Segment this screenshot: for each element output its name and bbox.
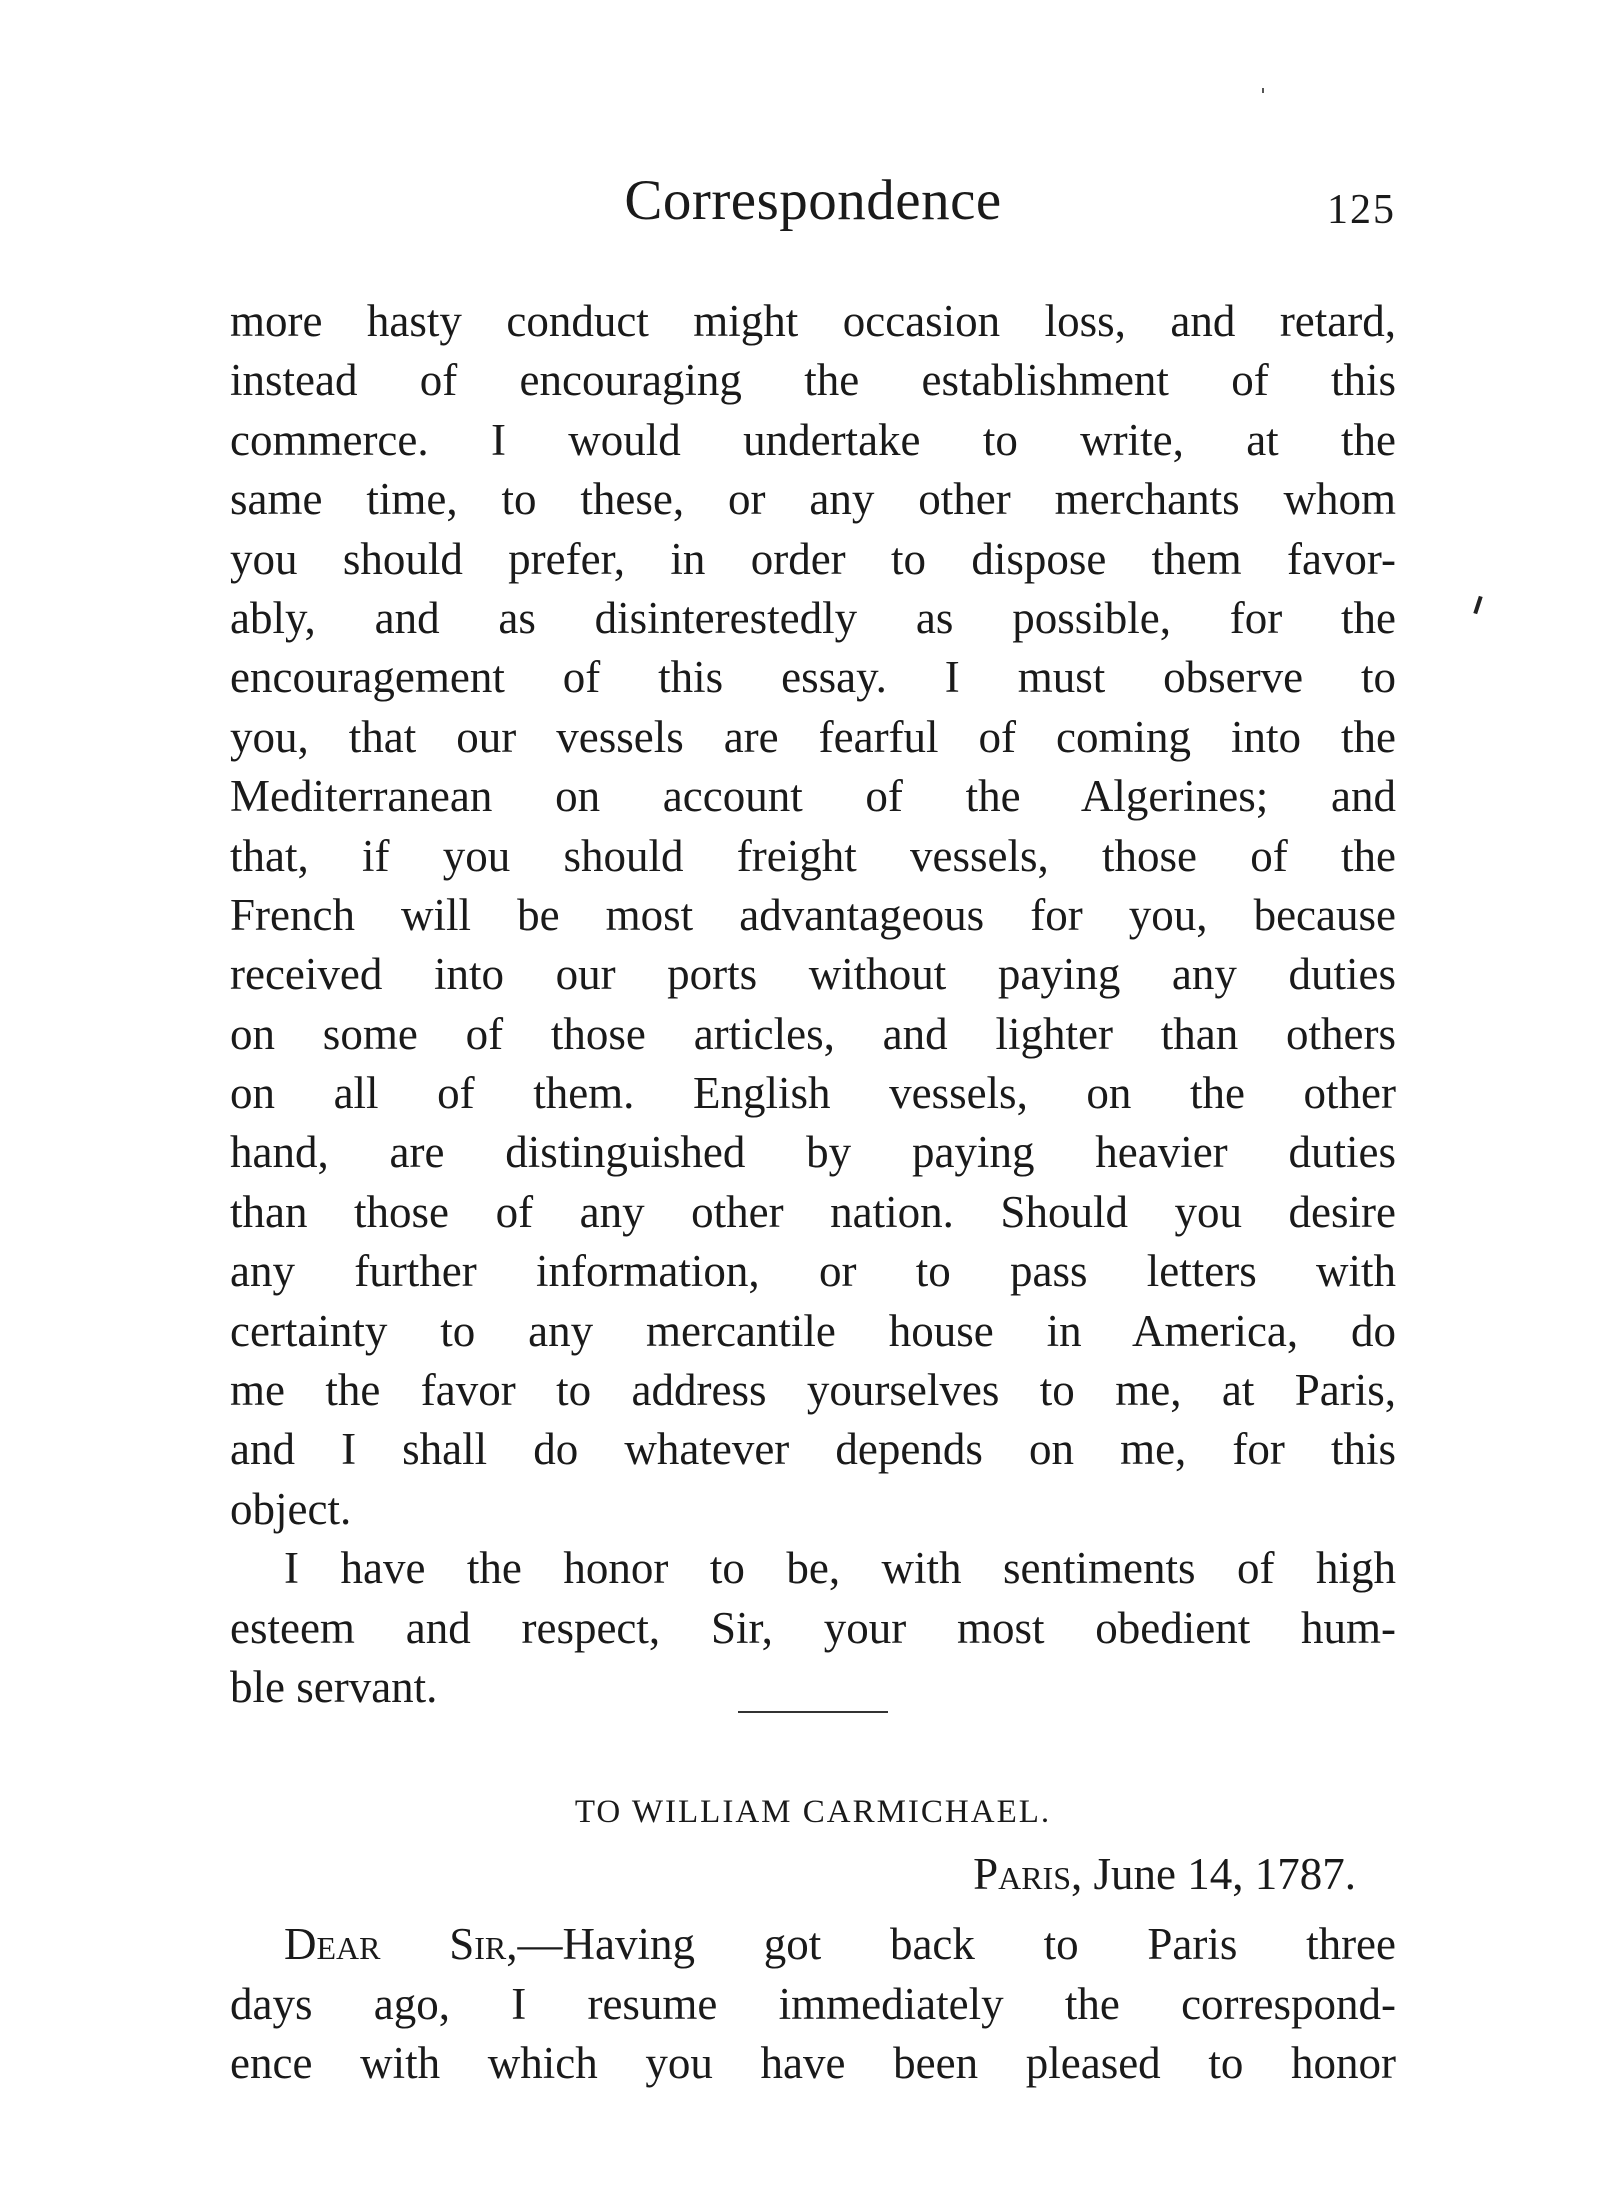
dateline-date: , June 14, 1787. [1071,1849,1356,1900]
text-line: any further information, or to pass letters with [230,1246,1396,1297]
text-line: and I shall do whatever depends on me, for this [230,1424,1396,1475]
page-number: 125 [1327,187,1396,233]
salutation: Dear Sir [284,1919,507,1970]
text-line: I have the honor to be, with sentiments of high [284,1543,1396,1594]
paragraph [230,1915,1396,2093]
text-line: French will be most advantageous for you, because [230,889,1396,940]
text-line: ably, and as disinterestedly as possible, for the [230,592,1396,643]
text-line: ble servant. [230,1661,438,1712]
paragraph [230,1539,1396,1717]
text-line: commerce. I would undertake to write, at the [230,414,1396,465]
text-line: on all of them. English vessels, on the other [230,1068,1396,1119]
text-line: me the favor to address yourselves to me, at Paris, [230,1365,1396,1416]
text-line: Mediterranean on account of the Algerines; and [230,771,1396,822]
text-block [230,292,1396,2094]
text-line: instead of encouraging the establishment of this [230,355,1396,406]
section-divider [738,1711,888,1713]
dateline-place: Paris [973,1849,1071,1900]
text-line: on some of those articles, and lighter than others [230,1008,1396,1059]
text-line: than those of any other nation. Should you desire [230,1186,1396,1237]
letter-heading: TO WILLIAM CARMICHAEL. [574,1794,1052,1831]
text-line: hand, are distinguished by paying heavier duties [230,1127,1396,1178]
margin-mark [1473,596,1482,614]
text-line: esteem and respect, Sir, your most obedient hum- [230,1602,1396,1653]
text-line: more hasty conduct might occasion loss, and retard, [230,296,1396,346]
text-line: days ago, I resume immediately the correspond- [230,1978,1396,2029]
text-line: you, that our vessels are fearful of coming into the [230,711,1396,762]
running-head [230,168,1396,248]
print-speck [1262,88,1264,93]
dateline [230,1843,1396,1905]
text-line: encouragement of this essay. I must observe to [230,652,1396,703]
opening-text: ,—Having got back to Paris three [506,1919,1397,1970]
text-line: received into our ports without paying any duties [230,949,1396,1000]
text-line: you should prefer, in order to dispose them favor- [230,533,1396,584]
text-line: object. [230,1483,352,1534]
running-title: Correspondence [624,169,1002,232]
text-line: same time, to these, or any other merchants whom [230,474,1396,525]
text-line: that, if you should freight vessels, those of the [230,830,1396,881]
paragraph [230,292,1396,1539]
text-line: ence with which you have been pleased to honor [230,2038,1396,2089]
text-line: certainty to any mercantile house in America, do [230,1305,1396,1356]
text-line [230,1915,1396,1974]
